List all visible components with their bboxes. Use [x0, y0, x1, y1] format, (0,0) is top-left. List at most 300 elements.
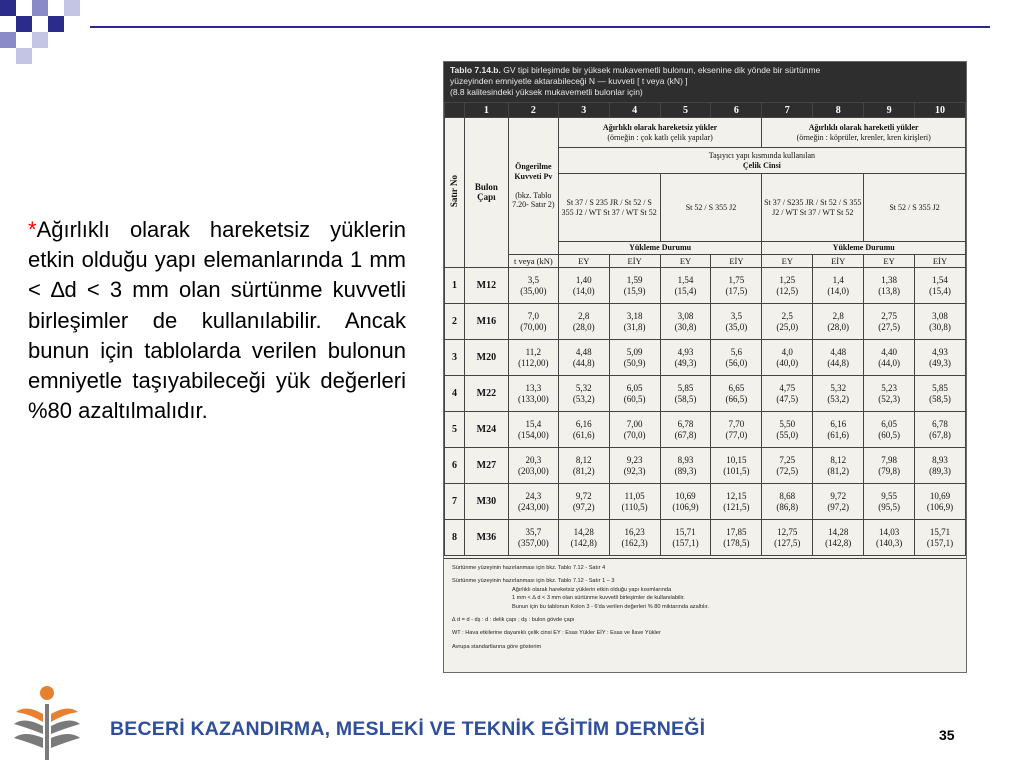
value-t: 10,69: [675, 490, 696, 501]
load-case-header: Yükleme Durumu: [762, 242, 966, 255]
deco-square: [32, 0, 48, 16]
paragraph-text: Ağırlıklı olarak hareketsiz yüklerin etkin olduğu yapı elemanlarında 1 mm < ∆d < 3 mm olan sürtünme kuvvetli birleşimler de kullanılabilir. Ancak bunun için tablolarda verilen bulonun emniyetle taşıyabileceği yük değerleri %80 azaltılmalıdır.: [28, 217, 406, 424]
value-kn: (133,00): [517, 393, 549, 404]
col-number: 3: [558, 103, 609, 118]
satir-no-header: Satır No: [448, 175, 459, 208]
deco-square: [16, 16, 32, 32]
capacity-cell: [609, 448, 660, 484]
value-kn: (142,8): [570, 537, 597, 548]
value-kn: (15,9): [623, 285, 646, 296]
dynamic-title: Ağırlıklı olarak hareketli yükler: [808, 123, 919, 132]
bulon-capi-header: Bulon Çapı: [464, 118, 508, 268]
value-t: 2,5: [781, 310, 793, 321]
bolt-size: M22: [464, 376, 508, 412]
value-kn: (53,2): [827, 393, 850, 404]
capacity-cell: [609, 376, 660, 412]
capacity-cell: [915, 304, 966, 340]
capacity-cell: [558, 268, 609, 304]
value-t: 8,12: [830, 454, 847, 465]
capacity-cell: [762, 376, 813, 412]
value-kn: (77,0): [725, 429, 748, 440]
value-t: 4,48: [575, 346, 592, 357]
title-rule: [90, 26, 990, 28]
steel-sub: Çelik Cinsi: [742, 160, 781, 170]
pretension-cell: [508, 340, 558, 376]
value-kn: (72,5): [776, 465, 799, 476]
capacity-cell: [915, 412, 966, 448]
col-number: 9: [864, 103, 915, 118]
logo-leaf: [51, 734, 80, 748]
value-kn: (35,0): [725, 321, 748, 332]
value-t: 1,4: [832, 274, 844, 285]
deco-square: [0, 0, 16, 16]
value-t: 1,38: [881, 274, 897, 285]
value-kn: (28,0): [572, 321, 595, 332]
value-t: 7,25: [779, 454, 796, 465]
capacity-cell: [813, 412, 864, 448]
capacity-cell: [762, 304, 813, 340]
steel-group-a: St 37 / S 235 JR / St 52 / S 355 J2 / WT St 37 / WT St 52: [558, 174, 660, 242]
value-t: 1,54: [932, 274, 948, 285]
value-t: 9,72: [575, 490, 592, 501]
load-label: EY: [558, 255, 609, 268]
value-t: 8,68: [779, 490, 796, 501]
capacity-cell: [813, 520, 864, 556]
capacity-cell: [660, 448, 711, 484]
value-t: 7,98: [881, 454, 897, 465]
organization-logo: [12, 684, 82, 764]
deco-square: [0, 32, 16, 48]
capacity-cell: [864, 376, 915, 412]
capacity-cell: [864, 304, 915, 340]
row-number: 5: [445, 412, 465, 448]
capacity-cell: [609, 484, 660, 520]
value-t: 11,05: [624, 490, 645, 501]
pretension-cell: [508, 268, 558, 304]
capacity-cell: [762, 520, 813, 556]
capacity-cell: [864, 340, 915, 376]
col-number: 7: [762, 103, 813, 118]
value-t: 13,3: [525, 382, 542, 393]
load-label: EİY: [711, 255, 762, 268]
value-kn: (55,0): [776, 429, 799, 440]
value-kn: (35,00): [520, 285, 547, 296]
value-kn: (60,5): [623, 393, 646, 404]
value-t: 1,75: [728, 274, 745, 285]
value-kn: (86,8): [776, 501, 799, 512]
deco-square: [48, 16, 64, 32]
dynamic-loads-header: [762, 118, 966, 148]
value-t: 2,8: [578, 310, 590, 321]
capacity-cell: [813, 304, 864, 340]
value-t: 4,0: [781, 346, 793, 357]
capacity-cell: [915, 268, 966, 304]
value-t: 5,85: [932, 382, 948, 393]
value-kn: (49,3): [674, 357, 697, 368]
capacity-cell: [762, 340, 813, 376]
table-body: [445, 268, 966, 556]
value-t: 35,7: [525, 526, 542, 537]
capacity-cell: [813, 484, 864, 520]
value-kn: (25,0): [776, 321, 799, 332]
pretension-cell: [508, 448, 558, 484]
value-kn: (112,00): [518, 357, 549, 368]
static-loads-header: [558, 118, 762, 148]
pretension-cell: [508, 412, 558, 448]
value-t: 4,75: [779, 382, 796, 393]
capacity-cell: [558, 484, 609, 520]
value-t: 6,78: [677, 418, 694, 429]
value-kn: (110,5): [621, 501, 648, 512]
value-kn: (157,1): [926, 537, 954, 548]
value-t: 6,16: [575, 418, 592, 429]
row-number: 4: [445, 376, 465, 412]
value-kn: (142,8): [825, 537, 852, 548]
value-kn: (127,5): [774, 537, 801, 548]
logo-stem: [45, 704, 49, 760]
value-t: 6,05: [626, 382, 643, 393]
value-t: 14,28: [828, 526, 849, 537]
value-t: 9,55: [881, 490, 897, 501]
table-title-line1: GV tipi birleşimde bir yüksek mukavemetli bulonun, eksenine dik yönde bir sürtünme: [503, 65, 821, 75]
table-row: [445, 304, 966, 340]
value-t: 6,05: [881, 418, 897, 429]
value-t: 3,08: [677, 310, 694, 321]
col-number: 8: [813, 103, 864, 118]
value-t: 15,4: [525, 418, 542, 429]
row-number: 6: [445, 448, 465, 484]
pretension-cell: [508, 376, 558, 412]
capacity-cell: [711, 412, 762, 448]
value-t: 12,75: [777, 526, 798, 537]
value-t: 7,70: [728, 418, 745, 429]
value-kn: (53,2): [572, 393, 595, 404]
value-t: 8,93: [677, 454, 694, 465]
value-kn: (67,8): [929, 429, 951, 440]
row-number: 8: [445, 520, 465, 556]
value-kn: (89,3): [674, 465, 697, 476]
value-t: 16,23: [624, 526, 645, 537]
capacity-cell: [609, 340, 660, 376]
capacity-cell: [711, 484, 762, 520]
note-line: Bunun için bu tablonun Kolon 3 - 6'da verilen değerleri % 80 miktarında azaltılır.: [512, 603, 709, 610]
value-kn: (31,8): [623, 321, 646, 332]
table-caption: Tablo 7.14.b.: [450, 65, 501, 75]
capacity-cell: [711, 520, 762, 556]
capacity-cell: [711, 448, 762, 484]
value-t: 1,40: [575, 274, 592, 285]
value-kn: (49,3): [929, 357, 951, 368]
value-t: 2,8: [832, 310, 844, 321]
capacity-cell: [660, 412, 711, 448]
capacity-cell: [762, 448, 813, 484]
logo-leaf: [14, 734, 43, 748]
capacity-cell: [915, 448, 966, 484]
value-kn: (44,0): [878, 357, 900, 368]
table-title-line3: (8.8 kalitesindeki yüksek mukavemetli bulonlar için): [450, 87, 643, 97]
asterisk: *: [28, 217, 37, 242]
note-line: ∆ d = d - dş : d : delik çapı ; dş : bulon gövde çapı: [452, 617, 575, 624]
note-line: Ağırlıklı olarak hareketsiz yüklerin etkin olduğu yapı kısımlarında: [512, 586, 672, 593]
value-t: 1,59: [626, 274, 643, 285]
value-kn: (243,00): [517, 501, 549, 512]
value-kn: (67,8): [674, 429, 697, 440]
capacity-cell: [915, 484, 966, 520]
load-label: EİY: [813, 255, 864, 268]
capacity-cell: [915, 520, 966, 556]
capacity-cell: [558, 412, 609, 448]
load-label: EİY: [915, 255, 966, 268]
value-kn: (44,8): [827, 357, 850, 368]
capacity-cell: [813, 448, 864, 484]
col-number: 2: [508, 103, 558, 118]
value-kn: (52,3): [878, 393, 900, 404]
value-kn: (28,0): [827, 321, 850, 332]
steel-group-b: St 52 / S 355 J2: [660, 174, 762, 242]
static-title: Ağırlıklı olarak hareketsiz yükler: [602, 123, 718, 132]
value-t: 4,48: [830, 346, 847, 357]
steel-group-d: St 52 / S 355 J2: [864, 174, 966, 242]
row-number: 7: [445, 484, 465, 520]
deco-square: [16, 48, 32, 64]
capacity-cell: [558, 520, 609, 556]
col-number: 1: [464, 103, 508, 118]
deco-square: [32, 32, 48, 48]
value-kn: (70,00): [520, 321, 547, 332]
capacity-cell: [813, 376, 864, 412]
value-t: 4,93: [932, 346, 948, 357]
capacity-cell: [864, 448, 915, 484]
value-kn: (44,8): [572, 357, 595, 368]
capacity-cell: [762, 268, 813, 304]
capacity-cell: [711, 268, 762, 304]
value-t: 8,12: [575, 454, 592, 465]
column-numbers: [445, 103, 966, 118]
pretension-cell: [508, 520, 558, 556]
value-t: 1,25: [779, 274, 796, 285]
body-paragraph: [28, 215, 406, 426]
table-row: [445, 412, 966, 448]
value-t: 15,71: [675, 526, 696, 537]
value-kn: (162,3): [621, 537, 648, 548]
value-kn: (203,00): [517, 465, 549, 476]
bolt-size: M12: [464, 268, 508, 304]
capacity-cell: [660, 268, 711, 304]
table-notes: [444, 558, 966, 672]
value-kn: (60,5): [878, 429, 900, 440]
value-kn: (14,0): [827, 285, 850, 296]
value-t: 5,23: [881, 382, 897, 393]
value-kn: (357,00): [517, 537, 549, 548]
value-kn: (97,2): [827, 501, 850, 512]
capacity-cell: [711, 304, 762, 340]
value-kn: (81,2): [572, 465, 595, 476]
steel-group-c: St 37 / S235 JR / St 52 / S 355 J2 / WT St 37 / WT St 52: [762, 174, 864, 242]
row-number: 3: [445, 340, 465, 376]
value-t: 3,5: [527, 274, 539, 285]
note-line: Avrupa standartlarına göre gösterim: [452, 643, 542, 650]
value-kn: (13,8): [878, 285, 900, 296]
capacity-cell: [864, 412, 915, 448]
value-t: 8,93: [932, 454, 948, 465]
value-kn: (15,4): [674, 285, 697, 296]
value-kn: (121,5): [723, 501, 750, 512]
col-number: 10: [915, 103, 966, 118]
value-t: 17,85: [726, 526, 747, 537]
value-t: 5,32: [575, 382, 592, 393]
capacity-cell: [915, 340, 966, 376]
capacity-cell: [609, 304, 660, 340]
value-kn: (15,4): [929, 285, 951, 296]
value-kn: (50,9): [623, 357, 646, 368]
ongerilme-title: Öngerilme Kuvveti Pv: [514, 162, 553, 181]
page-number: 35: [939, 727, 955, 743]
value-kn: (97,2): [572, 501, 595, 512]
value-t: 4,93: [677, 346, 694, 357]
steel-type-header: [558, 148, 965, 174]
table-title: [444, 62, 966, 102]
capacity-cell: [660, 376, 711, 412]
value-t: 5,32: [830, 382, 847, 393]
data-table: [444, 102, 966, 556]
value-kn: (61,6): [572, 429, 595, 440]
value-t: 3,5: [730, 310, 743, 321]
table-row: [445, 376, 966, 412]
value-kn: (154,00): [517, 429, 549, 440]
value-t: 6,16: [830, 418, 847, 429]
capacity-cell: [864, 484, 915, 520]
table-title-line2: yüzeyinden emniyetle aktarabileceği N — kuvveti [ t veya (kN) ]: [450, 76, 688, 86]
value-t: 3,18: [626, 310, 643, 321]
pretension-cell: [508, 304, 558, 340]
value-kn: (92,3): [623, 465, 646, 476]
value-t: 6,65: [728, 382, 745, 393]
capacity-cell: [660, 484, 711, 520]
value-t: 9,72: [830, 490, 847, 501]
value-kn: (40,0): [776, 357, 799, 368]
value-kn: (27,5): [878, 321, 900, 332]
value-t: 5,85: [677, 382, 694, 393]
value-kn: (106,9): [672, 501, 699, 512]
value-t: 2,75: [881, 310, 897, 321]
ongerilme-ref: (bkz. Tablo 7.20- Satır 2): [512, 190, 555, 210]
value-kn: (157,1): [672, 537, 699, 548]
value-kn: (56,0): [725, 357, 748, 368]
value-t: 10,15: [726, 454, 747, 465]
value-t: 14,28: [573, 526, 594, 537]
capacity-cell: [711, 376, 762, 412]
col-number: 5: [660, 103, 711, 118]
value-kn: (14,0): [572, 285, 595, 296]
table-row: [445, 268, 966, 304]
footer-organization: BECERİ KAZANDIRMA, MESLEKİ VE TEKNİK EĞİTİM DERNEĞİ: [110, 718, 706, 740]
row-number: 1: [445, 268, 465, 304]
bolt-size: M27: [464, 448, 508, 484]
value-t: 4,40: [881, 346, 897, 357]
table-row: [445, 448, 966, 484]
capacity-cell: [558, 304, 609, 340]
value-t: 15,71: [929, 526, 951, 537]
value-t: 7,00: [626, 418, 643, 429]
value-t: 9,23: [626, 454, 643, 465]
pretension-cell: [508, 484, 558, 520]
value-kn: (178,5): [723, 537, 750, 548]
capacity-cell: [762, 412, 813, 448]
col-number: 6: [711, 103, 762, 118]
bolt-size: M30: [464, 484, 508, 520]
value-t: 5,50: [779, 418, 796, 429]
value-kn: (66,5): [725, 393, 748, 404]
capacity-cell: [660, 304, 711, 340]
capacity-cell: [609, 412, 660, 448]
dynamic-sub: (örneğin : köprüler, krenler, kren kirişleri): [796, 132, 931, 142]
logo-leaf: [14, 720, 43, 734]
value-kn: (58,5): [929, 393, 951, 404]
load-label: EİY: [609, 255, 660, 268]
value-kn: (81,2): [827, 465, 850, 476]
logo-leaf: [16, 708, 43, 722]
value-t: 20,3: [525, 454, 542, 465]
capacity-cell: [762, 484, 813, 520]
value-t: 12,15: [726, 490, 747, 501]
value-t: 10,69: [929, 490, 951, 501]
note-line: WT : Hava etkilerine dayanıklı çelik cinsi EY : Esas Yükler EİY : Esas ve İlave Yükler: [452, 630, 661, 637]
value-kn: (61,6): [827, 429, 850, 440]
capacity-cell: [864, 520, 915, 556]
load-label: EY: [864, 255, 915, 268]
value-kn: (47,5): [776, 393, 799, 404]
capacity-cell: [609, 520, 660, 556]
value-kn: (79,8): [878, 465, 900, 476]
value-kn: (70,0): [623, 429, 646, 440]
note-line: Sürtünme yüzeyinin hazırlanması için bkz. Tablo 7.12 - Satır 4: [452, 565, 606, 571]
value-t: 11,2: [525, 346, 542, 357]
value-kn: (140,3): [875, 537, 903, 548]
static-sub: (örneğin : çok katlı çelik yapılar): [607, 132, 713, 142]
capacity-cell: [864, 268, 915, 304]
table-row: [445, 520, 966, 556]
capacity-cell: [660, 520, 711, 556]
capacity-cell: [813, 340, 864, 376]
load-label: EY: [762, 255, 813, 268]
value-kn: (30,8): [674, 321, 697, 332]
logo-head: [40, 686, 54, 700]
value-kn: (30,8): [929, 321, 951, 332]
value-t: 7,0: [527, 310, 539, 321]
col-number: 4: [609, 103, 660, 118]
value-kn: (101,5): [723, 465, 750, 476]
value-kn: (12,5): [776, 285, 799, 296]
logo-leaf: [51, 720, 80, 734]
capacity-cell: [558, 340, 609, 376]
table-row: [445, 340, 966, 376]
load-case-header: Yükleme Durumu: [558, 242, 762, 255]
bolt-size: M20: [464, 340, 508, 376]
capacity-cell: [813, 268, 864, 304]
value-t: 1,54: [677, 274, 694, 285]
bolt-size: M16: [464, 304, 508, 340]
bolt-size: M36: [464, 520, 508, 556]
value-kn: (95,5): [878, 501, 900, 512]
value-t: 14,03: [878, 526, 900, 537]
capacity-cell: [660, 340, 711, 376]
value-t: 6,78: [932, 418, 948, 429]
value-kn: (17,5): [725, 285, 748, 296]
steel-title: Taşıyıcı yapı kısmında kullanılan: [708, 151, 816, 160]
logo-leaf: [51, 708, 78, 722]
value-kn: (58,5): [674, 393, 697, 404]
bolt-size: M24: [464, 412, 508, 448]
